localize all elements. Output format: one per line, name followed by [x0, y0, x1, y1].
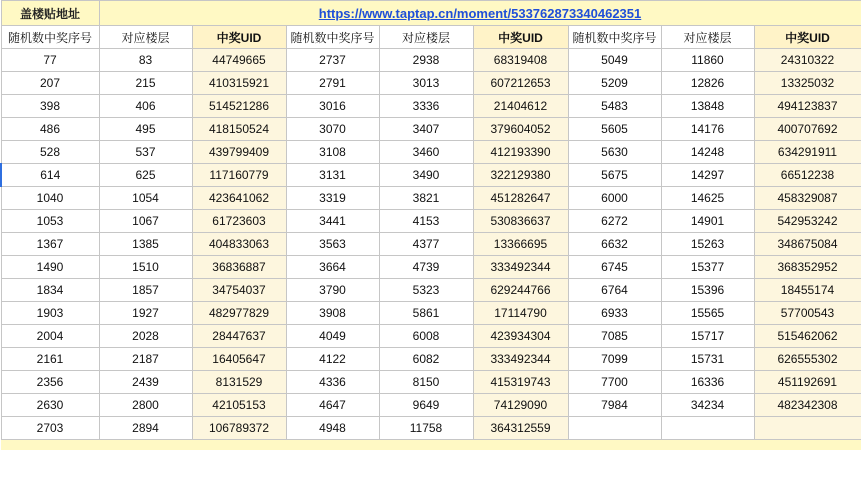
table-cell[interactable]: 74129090: [473, 394, 568, 417]
table-cell[interactable]: 3070: [286, 118, 379, 141]
table-cell[interactable]: 16405647: [192, 348, 286, 371]
table-cell[interactable]: 3013: [379, 72, 473, 95]
table-cell[interactable]: 18455174: [754, 279, 861, 302]
table-cell[interactable]: 42105153: [192, 394, 286, 417]
table-cell[interactable]: 379604052: [473, 118, 568, 141]
table-cell[interactable]: 6082: [379, 348, 473, 371]
table-cell[interactable]: 1054: [99, 187, 192, 210]
table-cell[interactable]: 215: [99, 72, 192, 95]
table-cell[interactable]: 482977829: [192, 302, 286, 325]
table-cell[interactable]: 3336: [379, 95, 473, 118]
table-cell[interactable]: 2703: [1, 417, 99, 440]
table-cell[interactable]: 412193390: [473, 141, 568, 164]
table-cell[interactable]: 3441: [286, 210, 379, 233]
table-cell[interactable]: 36836887: [192, 256, 286, 279]
header-cell[interactable]: 中奖UID: [473, 26, 568, 49]
table-cell[interactable]: 8131529: [192, 371, 286, 394]
table-cell[interactable]: 83: [99, 49, 192, 72]
table-cell[interactable]: 66512238: [754, 164, 861, 187]
table-cell[interactable]: 537: [99, 141, 192, 164]
table-cell[interactable]: 4948: [286, 417, 379, 440]
table-cell[interactable]: 5630: [568, 141, 661, 164]
table-cell[interactable]: 3908: [286, 302, 379, 325]
table-cell[interactable]: 423641062: [192, 187, 286, 210]
table-cell[interactable]: 5605: [568, 118, 661, 141]
table-cell[interactable]: 614: [1, 164, 99, 187]
table-row: [1, 118, 861, 141]
table-cell[interactable]: 2004: [1, 325, 99, 348]
table-row: [1, 210, 861, 233]
table-cell[interactable]: 68319408: [473, 49, 568, 72]
table-cell[interactable]: 6000: [568, 187, 661, 210]
table-cell[interactable]: 15717: [661, 325, 754, 348]
table-cell[interactable]: 607212653: [473, 72, 568, 95]
table-cell[interactable]: 77: [1, 49, 99, 72]
table-cell[interactable]: 2938: [379, 49, 473, 72]
table-cell[interactable]: 1040: [1, 187, 99, 210]
table-cell[interactable]: 15565: [661, 302, 754, 325]
table-cell[interactable]: 3563: [286, 233, 379, 256]
table-cell[interactable]: 333492344: [473, 348, 568, 371]
table-cell[interactable]: 5209: [568, 72, 661, 95]
table-cell[interactable]: 6008: [379, 325, 473, 348]
table-row: [1, 49, 861, 72]
table-cell[interactable]: 106789372: [192, 417, 286, 440]
table-cell[interactable]: 1385: [99, 233, 192, 256]
table-cell[interactable]: 1903: [1, 302, 99, 325]
table-cell[interactable]: 3664: [286, 256, 379, 279]
table-cell[interactable]: 482342308: [754, 394, 861, 417]
header-cell[interactable]: 对应楼层: [661, 26, 754, 49]
moment-link[interactable]: https://www.taptap.cn/moment/533762873340462351: [318, 5, 642, 21]
table-cell[interactable]: 6632: [568, 233, 661, 256]
table-cell[interactable]: 6764: [568, 279, 661, 302]
table-cell[interactable]: 451282647: [473, 187, 568, 210]
table-cell[interactable]: 322129380: [473, 164, 568, 187]
table-cell[interactable]: 418150524: [192, 118, 286, 141]
table-row: [1, 417, 861, 440]
table-row: [1, 233, 861, 256]
table-cell[interactable]: 634291911: [754, 141, 861, 164]
table-cell[interactable]: 1510: [99, 256, 192, 279]
table-cell[interactable]: 5323: [379, 279, 473, 302]
table-cell[interactable]: 3016: [286, 95, 379, 118]
table-cell[interactable]: 3790: [286, 279, 379, 302]
table-cell[interactable]: 515462062: [754, 325, 861, 348]
table-cell[interactable]: 2439: [99, 371, 192, 394]
table-cell[interactable]: 6745: [568, 256, 661, 279]
table-cell[interactable]: 542953242: [754, 210, 861, 233]
table-cell[interactable]: 364312559: [473, 417, 568, 440]
table-cell[interactable]: 2028: [99, 325, 192, 348]
table-cell[interactable]: 458329087: [754, 187, 861, 210]
table-cell[interactable]: 13325032: [754, 72, 861, 95]
table-cell[interactable]: 7984: [568, 394, 661, 417]
table-cell[interactable]: 2894: [99, 417, 192, 440]
table-cell[interactable]: 15731: [661, 348, 754, 371]
table-cell[interactable]: 57700543: [754, 302, 861, 325]
header-cell[interactable]: 随机数中奖序号: [1, 26, 99, 49]
table-row: [1, 394, 861, 417]
table-cell[interactable]: 15396: [661, 279, 754, 302]
table-cell[interactable]: 9649: [379, 394, 473, 417]
table-cell[interactable]: 2630: [1, 394, 99, 417]
table-cell[interactable]: 44749665: [192, 49, 286, 72]
table-cell[interactable]: 333492344: [473, 256, 568, 279]
table-cell[interactable]: 4153: [379, 210, 473, 233]
table-cell[interactable]: 406: [99, 95, 192, 118]
header-cell[interactable]: 中奖UID: [754, 26, 861, 49]
table-row: [1, 72, 861, 95]
table-cell[interactable]: 514521286: [192, 95, 286, 118]
header-row: [1, 26, 861, 49]
table-cell[interactable]: 439799409: [192, 141, 286, 164]
table-cell[interactable]: 404833063: [192, 233, 286, 256]
table-cell[interactable]: 423934304: [473, 325, 568, 348]
table-cell[interactable]: 16336: [661, 371, 754, 394]
table-cell[interactable]: 486: [1, 118, 99, 141]
table-cell[interactable]: 3821: [379, 187, 473, 210]
table-cell[interactable]: 14297: [661, 164, 754, 187]
table-row: [1, 187, 861, 210]
table-cell[interactable]: 34234: [661, 394, 754, 417]
table-cell[interactable]: 2356: [1, 371, 99, 394]
table-cell[interactable]: 15377: [661, 256, 754, 279]
table-row: [1, 302, 861, 325]
header-cell[interactable]: 对应楼层: [379, 26, 473, 49]
table-cell[interactable]: 1834: [1, 279, 99, 302]
table-cell[interactable]: [661, 417, 754, 440]
empty-row: [1, 440, 861, 451]
table-cell[interactable]: 21404612: [473, 95, 568, 118]
table-row: [1, 279, 861, 302]
table-cell[interactable]: 2187: [99, 348, 192, 371]
table-cell[interactable]: 7700: [568, 371, 661, 394]
table-cell[interactable]: 13848: [661, 95, 754, 118]
table-cell[interactable]: 3407: [379, 118, 473, 141]
table-cell[interactable]: 3460: [379, 141, 473, 164]
table-cell[interactable]: 4049: [286, 325, 379, 348]
header-cell[interactable]: 对应楼层: [99, 26, 192, 49]
table-cell[interactable]: 2737: [286, 49, 379, 72]
table-cell[interactable]: 410315921: [192, 72, 286, 95]
table-cell[interactable]: 530836637: [473, 210, 568, 233]
table-cell[interactable]: 1490: [1, 256, 99, 279]
table-cell[interactable]: 495: [99, 118, 192, 141]
table-cell[interactable]: [568, 417, 661, 440]
table-cell[interactable]: 4739: [379, 256, 473, 279]
table-cell[interactable]: 8150: [379, 371, 473, 394]
table-cell[interactable]: 13366695: [473, 233, 568, 256]
title-label-cell[interactable]: 盖楼贴地址: [1, 1, 99, 26]
table-cell[interactable]: 34754037: [192, 279, 286, 302]
title-row: [1, 1, 861, 26]
table-cell[interactable]: 368352952: [754, 256, 861, 279]
table-cell[interactable]: 14625: [661, 187, 754, 210]
table-cell[interactable]: 2791: [286, 72, 379, 95]
table-row: [1, 256, 861, 279]
table-cell[interactable]: 28447637: [192, 325, 286, 348]
table-cell[interactable]: [754, 417, 861, 440]
header-cell[interactable]: 随机数中奖序号: [568, 26, 661, 49]
table-cell[interactable]: 415319743: [473, 371, 568, 394]
table-cell[interactable]: 14176: [661, 118, 754, 141]
table-cell[interactable]: 7099: [568, 348, 661, 371]
table-cell[interactable]: 11860: [661, 49, 754, 72]
table-cell[interactable]: 6272: [568, 210, 661, 233]
table-cell[interactable]: 4647: [286, 394, 379, 417]
table-cell[interactable]: 5483: [568, 95, 661, 118]
table-cell[interactable]: 5861: [379, 302, 473, 325]
table-cell[interactable]: 14248: [661, 141, 754, 164]
table-cell[interactable]: 61723603: [192, 210, 286, 233]
table-row: [1, 141, 861, 164]
table-cell[interactable]: 3131: [286, 164, 379, 187]
table-cell[interactable]: 494123837: [754, 95, 861, 118]
table-cell[interactable]: 451192691: [754, 371, 861, 394]
table-cell[interactable]: 625: [99, 164, 192, 187]
table-cell[interactable]: 2161: [1, 348, 99, 371]
table-cell[interactable]: 398: [1, 95, 99, 118]
header-cell[interactable]: 中奖UID: [192, 26, 286, 49]
table-cell[interactable]: 528: [1, 141, 99, 164]
link-cell[interactable]: [99, 1, 861, 26]
table-cell[interactable]: 11758: [379, 417, 473, 440]
table-cell[interactable]: 3108: [286, 141, 379, 164]
empty-cell[interactable]: [1, 440, 861, 451]
table-row: [1, 325, 861, 348]
table-cell[interactable]: 4122: [286, 348, 379, 371]
table-cell[interactable]: 4336: [286, 371, 379, 394]
table-cell[interactable]: 4377: [379, 233, 473, 256]
table-cell[interactable]: 6933: [568, 302, 661, 325]
table-cell[interactable]: 15263: [661, 233, 754, 256]
table-cell[interactable]: 17114790: [473, 302, 568, 325]
table-cell[interactable]: 207: [1, 72, 99, 95]
table-cell[interactable]: 1927: [99, 302, 192, 325]
table-cell[interactable]: 12826: [661, 72, 754, 95]
table-cell[interactable]: 348675084: [754, 233, 861, 256]
table-cell[interactable]: 629244766: [473, 279, 568, 302]
header-cell[interactable]: 随机数中奖序号: [286, 26, 379, 49]
table-cell[interactable]: 2800: [99, 394, 192, 417]
table-cell[interactable]: 5049: [568, 49, 661, 72]
table-cell[interactable]: 117160779: [192, 164, 286, 187]
table-row: [1, 95, 861, 118]
table-cell[interactable]: 1053: [1, 210, 99, 233]
table-cell[interactable]: 5675: [568, 164, 661, 187]
table-row: [1, 371, 861, 394]
table-cell[interactable]: 400707692: [754, 118, 861, 141]
table-cell[interactable]: 24310322: [754, 49, 861, 72]
table-cell[interactable]: 7085: [568, 325, 661, 348]
table-cell[interactable]: 14901: [661, 210, 754, 233]
table-cell[interactable]: 3319: [286, 187, 379, 210]
table-row: [1, 164, 861, 187]
table-cell[interactable]: 3490: [379, 164, 473, 187]
table-row: [1, 348, 861, 371]
table-cell[interactable]: 1857: [99, 279, 192, 302]
table-cell[interactable]: 1067: [99, 210, 192, 233]
table-cell[interactable]: 1367: [1, 233, 99, 256]
table-cell[interactable]: 626555302: [754, 348, 861, 371]
